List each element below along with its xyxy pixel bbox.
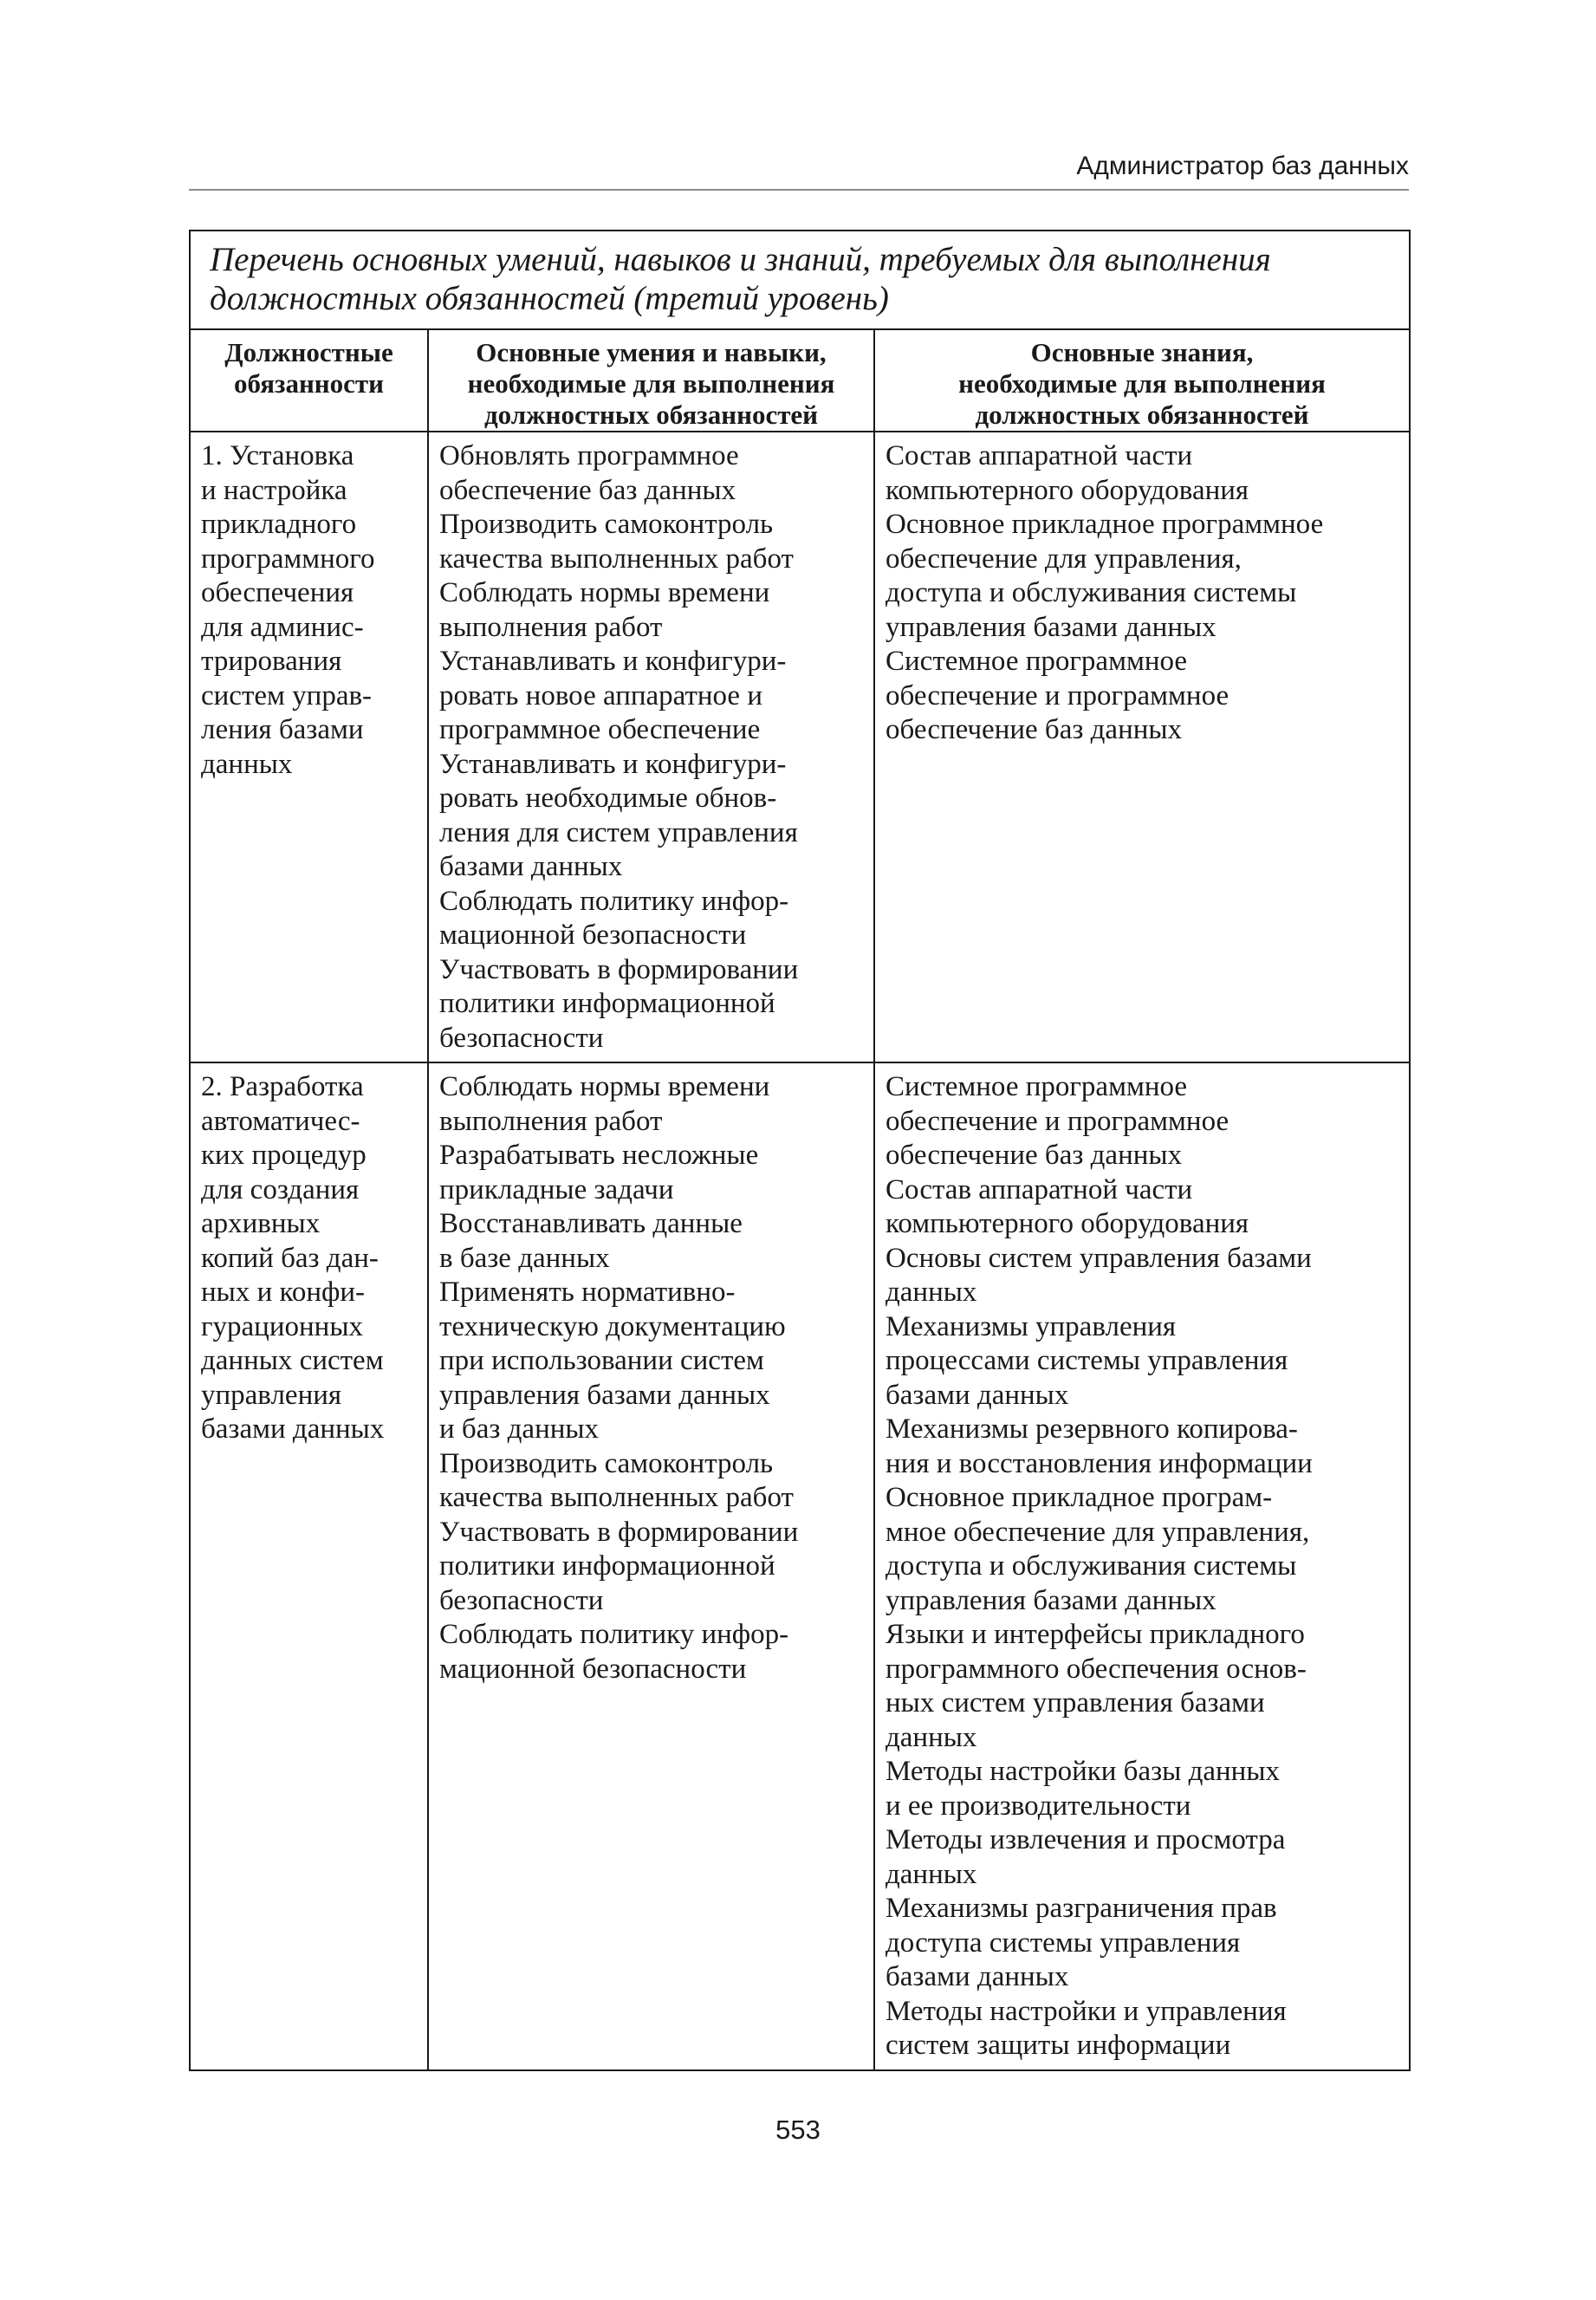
page-number: 553 xyxy=(775,2115,821,2145)
cell-line: Производить самоконтроль xyxy=(439,509,774,540)
header-line: необходимые для выполнения xyxy=(958,368,1326,399)
cell-line: Языки и интерфейсы прикладного xyxy=(886,1619,1305,1650)
cell-line: данных xyxy=(201,748,293,780)
cell-line: безопасности xyxy=(439,1022,604,1054)
cell-line: Соблюдать нормы времени xyxy=(439,577,770,608)
header-line: должностных обязанностей xyxy=(975,400,1309,430)
cell-line: данных xyxy=(886,1858,977,1890)
cell-line: в базе данных xyxy=(439,1242,610,1274)
cell-line: Основное прикладное програм- xyxy=(886,1482,1273,1513)
cell-line: Методы извлечения и просмотра xyxy=(886,1824,1286,1855)
cell-line: для создания xyxy=(201,1173,360,1205)
cell-line: Основное прикладное программное xyxy=(886,509,1324,540)
cell-line: Методы настройки базы данных xyxy=(886,1756,1281,1787)
column-header-knowledge xyxy=(874,329,1410,432)
cell-line: базами данных xyxy=(439,851,623,882)
cell-line: Соблюдать политику инфор- xyxy=(439,885,789,917)
cell-line: архивных xyxy=(201,1208,321,1239)
cell-line: Системное программное xyxy=(886,1071,1188,1102)
cell-line: прикладного xyxy=(201,509,357,540)
duty-cell xyxy=(190,432,428,1062)
cell-line: Методы настройки и управления xyxy=(886,1995,1287,2027)
skills-cell xyxy=(428,432,874,1062)
cell-line: безопасности xyxy=(439,1584,604,1616)
cell-line: данных xyxy=(886,1277,977,1308)
caption-row xyxy=(190,231,1410,329)
cell-line: ких процедур xyxy=(201,1140,367,1171)
cell-line: Применять нормативно- xyxy=(439,1277,736,1308)
knowledge-cell xyxy=(874,1062,1410,2070)
cell-line: программного обеспечения основ- xyxy=(886,1653,1307,1685)
cell-line: Системное программное xyxy=(886,646,1188,677)
duties-table xyxy=(189,230,1411,2071)
duty-cell xyxy=(190,1062,428,2070)
header-line: Должностные xyxy=(224,337,393,367)
cell-line: и баз данных xyxy=(439,1413,600,1445)
cell-line: прикладные задачи xyxy=(439,1173,674,1205)
cell-line: трирования xyxy=(201,646,342,677)
cell-line: выполнения работ xyxy=(439,611,663,643)
cell-line: базами данных xyxy=(886,1379,1069,1411)
cell-line: доступа и обслуживания системы xyxy=(886,577,1297,608)
cell-line: управления xyxy=(201,1379,342,1411)
cell-line: 1. Установка xyxy=(201,440,354,471)
cell-line: управления базами данных xyxy=(886,611,1216,643)
cell-line: данных систем xyxy=(201,1345,384,1376)
cell-line: качества выполненных работ xyxy=(439,1482,794,1513)
cell-line: ных систем управления базами xyxy=(886,1687,1265,1719)
cell-line: программного xyxy=(201,543,375,575)
cell-line: обеспечения xyxy=(201,577,354,608)
cell-line: при использовании систем xyxy=(439,1345,764,1376)
cell-line: Соблюдать политику инфор- xyxy=(439,1619,789,1650)
skills-cell xyxy=(428,1062,874,2070)
cell-line: Обновлять программное xyxy=(439,440,739,471)
cell-line: систем управ- xyxy=(201,679,373,711)
table-caption xyxy=(190,231,1410,329)
header-line: Основные знания, xyxy=(1030,337,1254,367)
cell-line: мное обеспечение для управления, xyxy=(886,1516,1310,1548)
cell-line: техническую документацию xyxy=(439,1310,786,1342)
cell-line: процессами системы управления xyxy=(886,1345,1288,1376)
header-line: необходимые для выполнения xyxy=(467,368,835,399)
cell-line: и ее производительности xyxy=(886,1790,1191,1822)
cell-line: качества выполненных работ xyxy=(439,543,794,575)
header-line: Основные умения и навыки, xyxy=(476,337,827,367)
header-line: обязанности xyxy=(233,368,385,399)
cell-line: мационной безопасности xyxy=(439,1653,747,1685)
cell-line: обеспечение баз данных xyxy=(439,474,736,506)
cell-line: систем защиты информации xyxy=(886,2030,1231,2061)
cell-line: Восстанавливать данные xyxy=(439,1208,743,1239)
cell-line: компьютерного оборудования xyxy=(886,1208,1249,1239)
cell-line: Состав аппаратной части xyxy=(886,440,1193,471)
cell-line: ровать необходимые обнов- xyxy=(439,783,777,814)
cell-line: обеспечение и программное xyxy=(886,679,1229,711)
running-header xyxy=(189,149,1409,191)
cell-line: выполнения работ xyxy=(439,1105,663,1137)
cell-line: ных и конфи- xyxy=(201,1277,366,1308)
cell-line: базами данных xyxy=(886,1961,1069,1992)
cell-line: и настройка xyxy=(201,474,347,506)
cell-line: Устанавливать и конфигури- xyxy=(439,748,787,780)
header-row xyxy=(190,329,1410,432)
cell-line: обеспечение для управления, xyxy=(886,543,1242,575)
cell-line: доступа системы управления xyxy=(886,1926,1241,1959)
cell-line: Участвовать в формировании xyxy=(439,953,799,985)
cell-line: Основы систем управления базами xyxy=(886,1242,1312,1274)
cell-line: мационной безопасности xyxy=(439,919,747,951)
cell-line: Соблюдать нормы времени xyxy=(439,1071,770,1102)
cell-line: управления базами данных xyxy=(439,1379,770,1411)
cell-line: доступа и обслуживания системы xyxy=(886,1550,1297,1582)
cell-line: ления для систем управления xyxy=(439,816,798,848)
cell-line: ления базами xyxy=(201,714,364,745)
cell-line: Механизмы резервного копирова- xyxy=(886,1413,1298,1445)
table-row xyxy=(190,432,1410,1062)
column-header-skills xyxy=(428,329,874,432)
cell-line: обеспечение баз данных xyxy=(886,1140,1183,1171)
cell-line: Участвовать в формировании xyxy=(439,1516,799,1548)
cell-line: Производить самоконтроль xyxy=(439,1447,774,1479)
cell-line: базами данных xyxy=(201,1413,385,1445)
cell-line: 2. Разработка xyxy=(201,1071,364,1102)
column-header-duties xyxy=(190,329,428,432)
caption-line: Перечень основных умений, навыков и знаний, требуемых для выполнения xyxy=(210,241,1271,278)
cell-line: Механизмы управления xyxy=(886,1310,1177,1342)
cell-line: для админис- xyxy=(201,611,364,643)
knowledge-cell xyxy=(874,432,1410,1062)
cell-line: данных xyxy=(886,1721,977,1753)
cell-line: Устанавливать и конфигури- xyxy=(439,646,787,677)
cell-line: Разрабатывать несложные xyxy=(439,1140,759,1171)
cell-line: автоматичес- xyxy=(201,1105,360,1137)
cell-line: программное обеспечение xyxy=(439,714,761,745)
running-header-title: Администратор баз данных xyxy=(1076,152,1409,180)
cell-line: компьютерного оборудования xyxy=(886,474,1249,506)
cell-line: копий баз дан- xyxy=(201,1242,379,1274)
cell-line: ния и восстановления информации xyxy=(886,1447,1313,1479)
table-row xyxy=(190,1062,1410,2070)
cell-line: Состав аппаратной части xyxy=(886,1173,1193,1205)
cell-line: обеспечение и программное xyxy=(886,1105,1229,1137)
cell-line: ровать новое аппаратное и xyxy=(439,679,762,711)
cell-line: политики информационной xyxy=(439,988,775,1019)
cell-line: Механизмы разграничения прав xyxy=(886,1893,1277,1924)
cell-line: политики информационной xyxy=(439,1550,775,1582)
header-line: должностных обязанностей xyxy=(483,400,819,430)
caption-line: должностных обязанностей (третий уровень) xyxy=(210,280,889,317)
cell-line: обеспечение баз данных xyxy=(886,714,1183,745)
cell-line: гурационных xyxy=(201,1310,363,1342)
cell-line: управления базами данных xyxy=(886,1584,1216,1616)
